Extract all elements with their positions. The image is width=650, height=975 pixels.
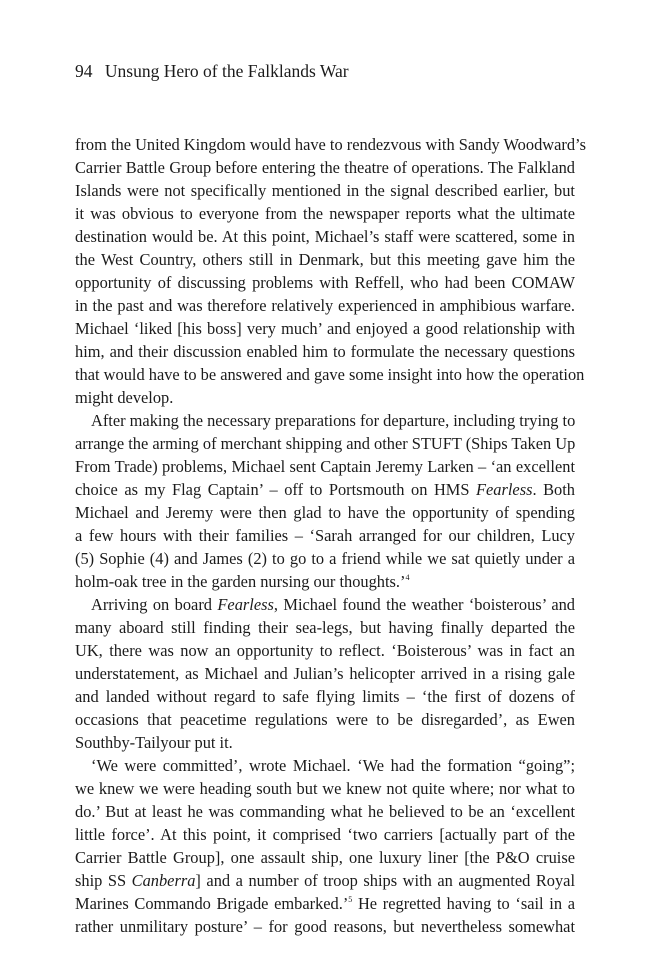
text-line	[75, 294, 575, 317]
text-segment: Southby-Tailyour put it.	[75, 733, 233, 752]
text-line	[75, 455, 575, 478]
text-line	[75, 593, 575, 616]
text-segment: Michael ‘liked [his boss] very much’ and enjoyed a good relationship with	[75, 319, 575, 338]
text-line	[75, 386, 575, 409]
text-segment: arrange the arming of merchant shipping and other STUFT (Ships Taken Up	[75, 434, 576, 453]
text-segment: . Both	[532, 480, 575, 499]
text-segment: and landed without regard to safe flying limits – ‘the first of dozens of	[75, 687, 575, 706]
text-segment: ‘We were committed’, wrote Michael. ‘We had the formation “going”;	[91, 756, 575, 775]
text-line	[75, 754, 575, 777]
text-segment: Carrier Battle Group], one assault ship, one luxury liner [the P&O cruise	[75, 848, 575, 867]
book-title: Unsung Hero of the Falklands War	[104, 61, 349, 81]
text-segment: do.’ But at least he was commanding what he believed to be an ‘excellent	[75, 802, 575, 821]
text-segment: opportunity of discussing problems with Reffell, who had been COMAW	[75, 273, 575, 292]
text-line	[75, 501, 575, 524]
text-line	[75, 731, 575, 754]
text-segment: rather unmilitary posture’ – for good reasons, but nevertheless somewhat	[75, 917, 575, 936]
text-segment: He regretted having to ‘sail in a	[352, 894, 575, 913]
text-segment: Michael and Jeremy were then glad to have the opportunity of spending	[75, 503, 575, 522]
text-line	[75, 800, 575, 823]
text-segment: ] and a number of troop ships with an augmented Royal	[195, 871, 575, 890]
text-line	[75, 271, 575, 294]
text-line	[75, 179, 575, 202]
text-segment: holm-oak tree in the garden nursing our thoughts.’	[75, 572, 406, 591]
text-segment: many aboard still finding their sea-legs, but having finally departed the	[75, 618, 575, 637]
text-segment: might develop.	[75, 388, 174, 407]
text-segment: From Trade) problems, Michael sent Captain Jeremy Larken – ‘an excellent	[75, 457, 575, 476]
ship-name: Fearless	[217, 595, 274, 614]
text-segment: , Michael found the weather ‘boisterous’ and	[273, 595, 576, 614]
text-segment: him, and their discussion enabled him to formulate the necessary questions	[75, 342, 575, 361]
text-line	[75, 547, 575, 570]
text-segment: it was obvious to everyone from the newspaper reports what the ultimate	[75, 204, 575, 223]
text-line	[75, 524, 575, 547]
running-head	[75, 60, 349, 82]
text-line	[75, 409, 575, 432]
text-line	[75, 340, 575, 363]
text-line	[75, 225, 575, 248]
text-segment: a few hours with their families – ‘Sarah arranged for our children, Lucy	[75, 526, 575, 545]
text-segment: (5) Sophie (4) and James (2) to go to a friend while we sat quietly under a	[75, 549, 575, 568]
footnote-marker: 4	[405, 573, 410, 582]
text-line	[75, 133, 586, 156]
text-segment: Carrier Battle Group before entering the theatre of operations. The Falkland	[75, 158, 575, 177]
text-line	[75, 869, 575, 892]
text-line	[75, 823, 575, 846]
text-line	[75, 478, 575, 501]
text-line	[75, 363, 585, 386]
text-line	[75, 202, 575, 225]
text-line	[75, 892, 575, 915]
text-line	[75, 708, 575, 731]
footnote-marker: 5	[348, 895, 353, 904]
text-segment: UK, there was now an opportunity to reflect. ‘Boisterous’ was in fact an	[75, 641, 575, 660]
text-line	[75, 616, 575, 639]
text-line	[75, 639, 575, 662]
text-segment: destination would be. At this point, Michael’s staff were scattered, some in	[75, 227, 575, 246]
text-segment: the West Country, others still in Denmark, but this meeting gave him the	[75, 250, 575, 269]
text-segment: Arriving on board	[91, 595, 218, 614]
text-segment: Islands were not specifically mentioned in the signal described earlier, but	[75, 181, 575, 200]
text-line	[75, 685, 575, 708]
text-segment: in the past and was therefore relatively experienced in amphibious warfare.	[75, 296, 575, 315]
text-line	[75, 248, 575, 271]
text-line	[75, 915, 575, 938]
text-segment: occasions that peacetime regulations were to be disregarded’, as Ewen	[75, 710, 575, 729]
text-segment: little force’. At this point, it comprised ‘two carriers [actually part of the	[75, 825, 575, 844]
text-line	[75, 156, 575, 179]
text-segment: understatement, as Michael and Julian’s helicopter arrived in a rising gale	[75, 664, 575, 683]
text-segment: choice as my Flag Captain’ – off to Portsmouth on HMS	[75, 480, 477, 499]
text-line	[75, 662, 575, 685]
page-number: 94	[75, 61, 93, 81]
body-text	[75, 133, 586, 938]
text-line	[75, 432, 575, 455]
text-segment: that would have to be answered and gave some insight into how the operation	[75, 365, 585, 384]
text-line	[75, 317, 575, 340]
text-segment: Marines Commando Brigade embarked.’	[75, 894, 349, 913]
text-line	[75, 777, 575, 800]
text-segment: we knew we were heading south but we knew not quite where; nor what to	[75, 779, 575, 798]
text-line	[75, 570, 575, 593]
ship-name: Canberra	[131, 871, 196, 890]
ship-name: Fearless	[476, 480, 533, 499]
text-segment: from the United Kingdom would have to rendezvous with Sandy Woodward’s	[75, 135, 586, 154]
text-segment: After making the necessary preparations for departure, including trying to	[91, 411, 576, 430]
text-line	[75, 846, 575, 869]
text-segment: ship SS	[75, 871, 132, 890]
